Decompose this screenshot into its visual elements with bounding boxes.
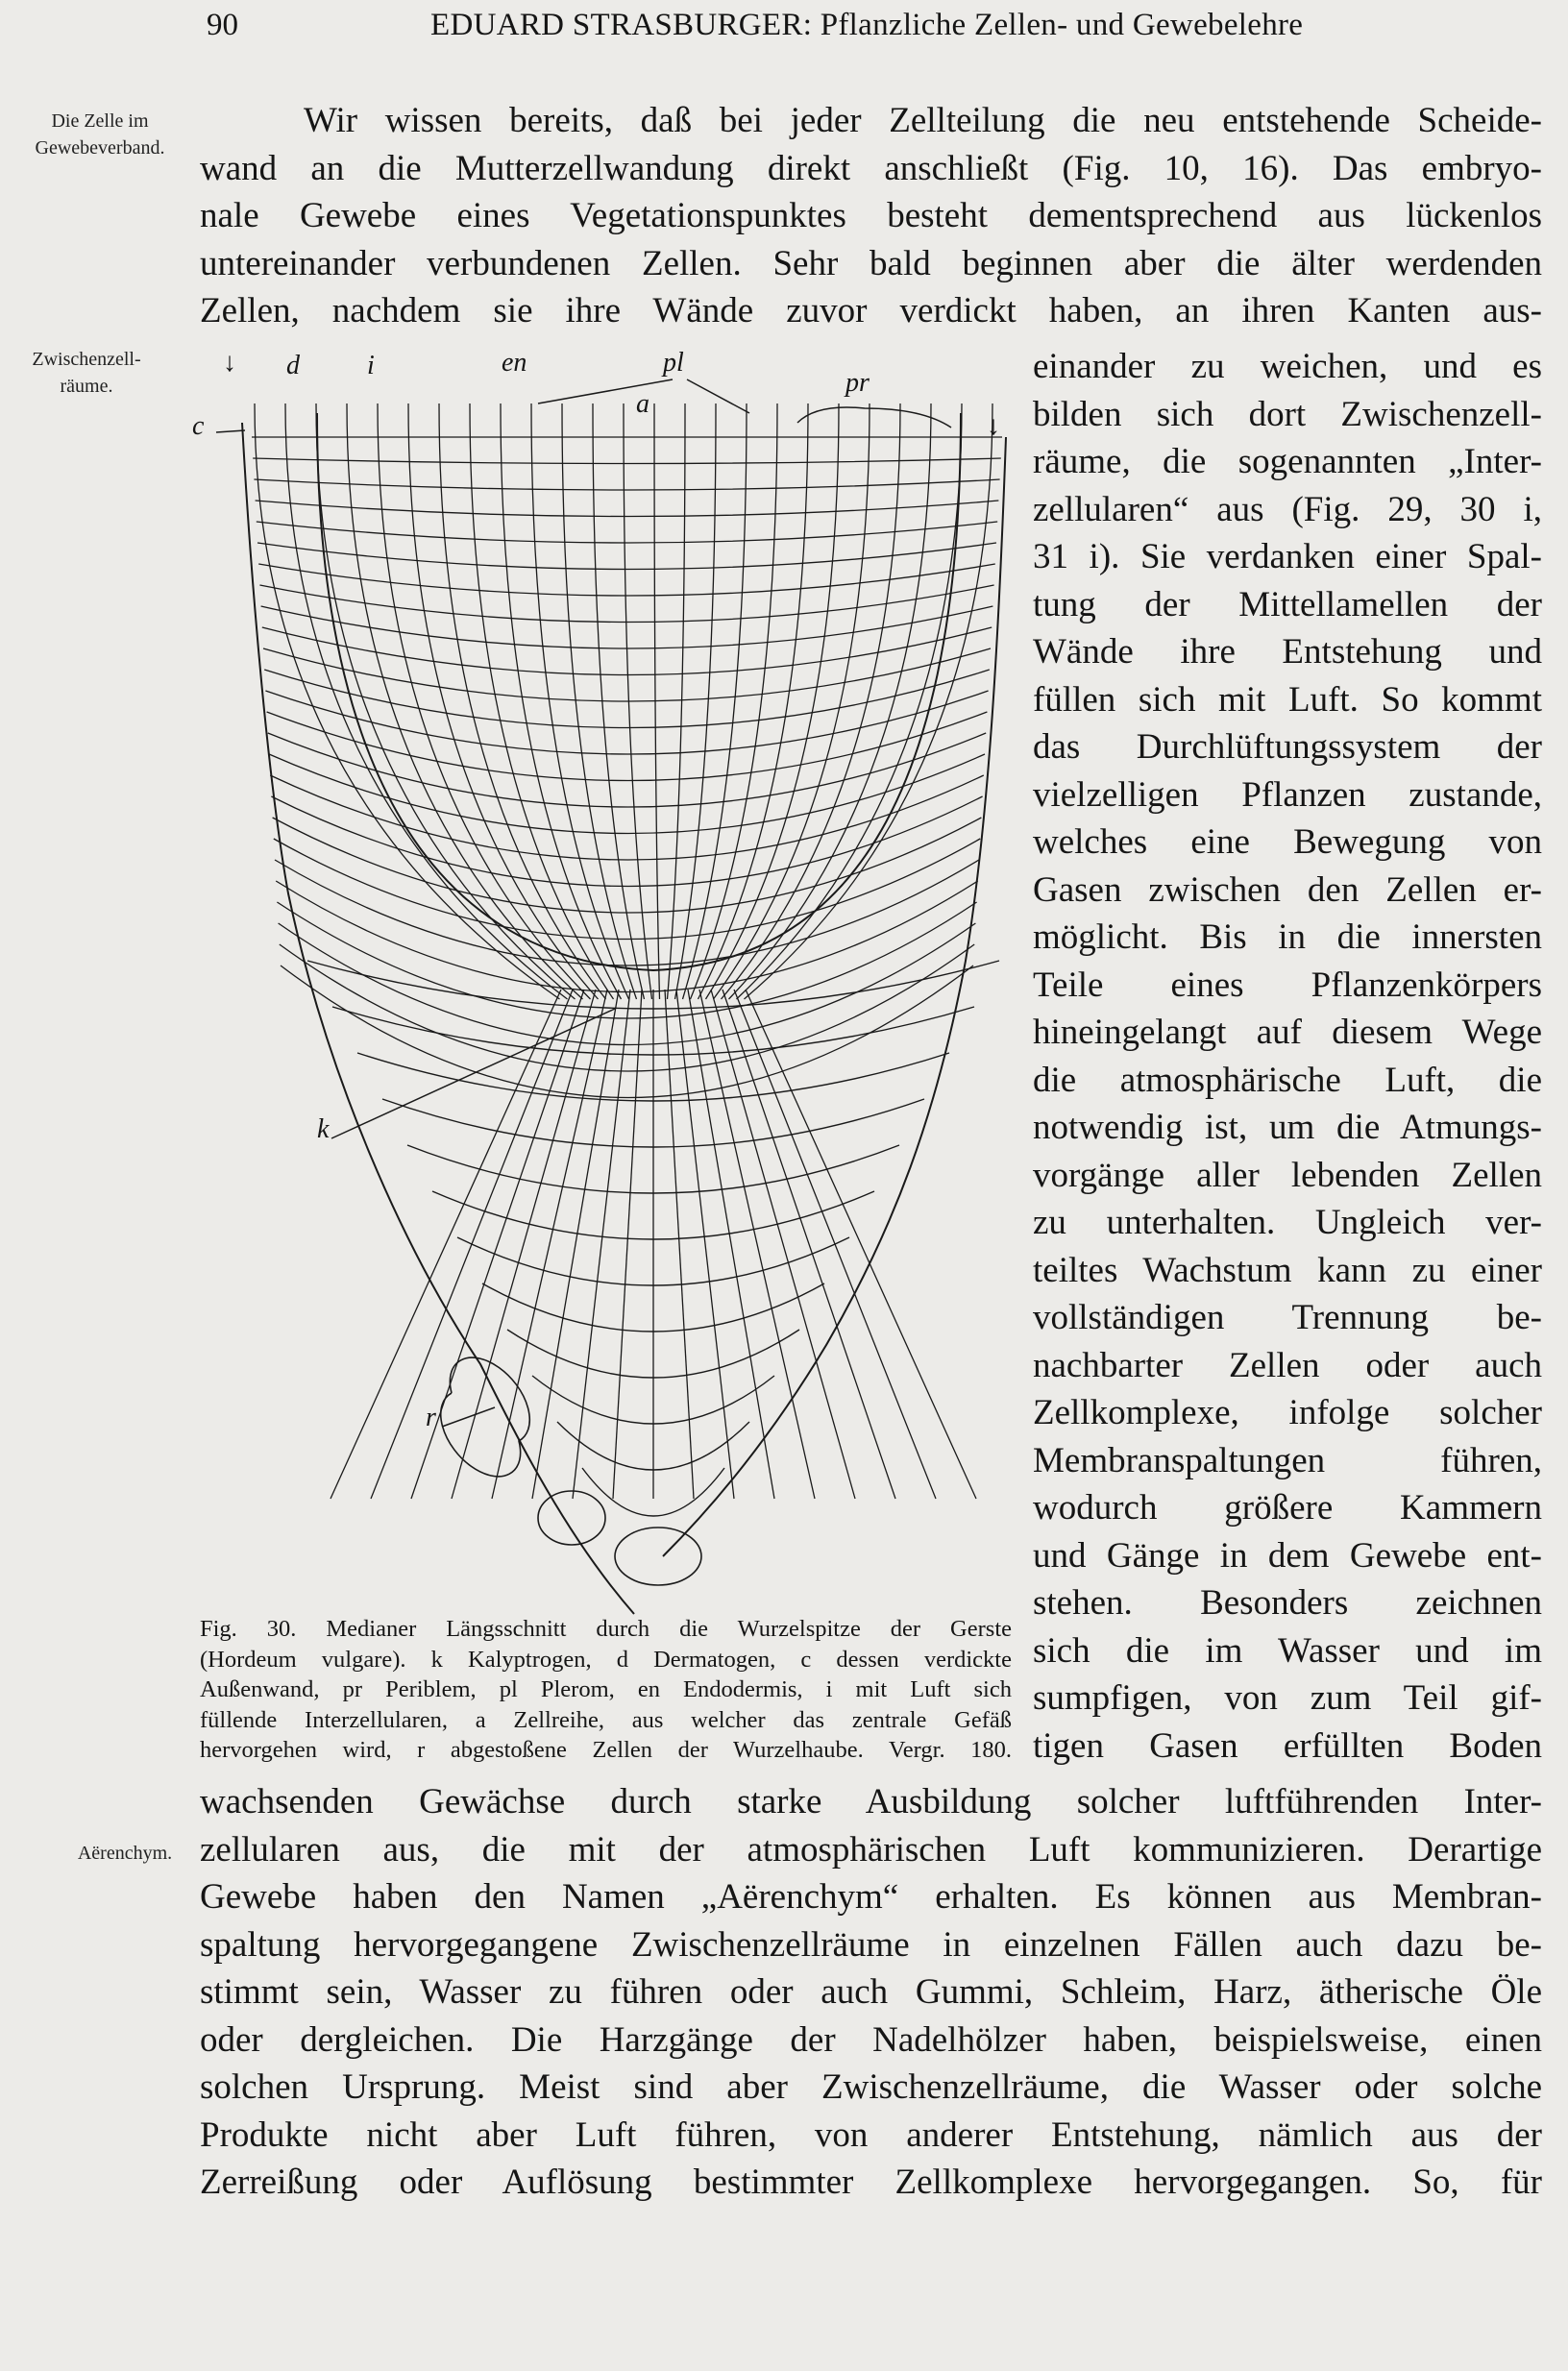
cell-wall-arc — [254, 479, 999, 490]
text-line: wand an die Mutterzellwandung direkt anschließt (Fig. 10, 16). Das embryo- — [200, 148, 1542, 188]
cell-wall-file — [691, 403, 778, 999]
cap-cell-file — [532, 990, 619, 1499]
text-line: Gewebe haben den Namen „Aërenchym“ erhalten. Es können aus Membran- — [200, 1877, 1542, 1917]
cell-wall-file — [668, 403, 686, 999]
cap-cell-file — [573, 990, 630, 1499]
margin-note-line: Die Zelle im — [51, 110, 149, 132]
arrow-icon: ↓ — [223, 348, 236, 378]
cap-cell-file — [688, 990, 774, 1499]
text-line: welches eine Bewegung von — [1033, 822, 1542, 862]
text-line: Wände ihre Entstehung und — [1033, 632, 1542, 672]
cell-wall-arc — [276, 881, 978, 992]
cell-wall-file — [316, 403, 576, 999]
text-line: die atmosphärische Luft, die — [1033, 1060, 1542, 1100]
figure-label-d: d — [286, 351, 300, 380]
text-line: füllende Interzellularen, a Zellreihe, aus welcher das zentrale Gefäß — [200, 1706, 1012, 1733]
text-line: stehen. Besonders zeichnen — [1033, 1583, 1542, 1623]
text-line: Außenwand, pr Periblem, pl Plerom, en Endodermis, i mit Luft sich — [200, 1676, 1012, 1702]
cap-cell-file — [676, 990, 734, 1499]
text-line: 31 i). Sie verdanken einer Spal- — [1033, 537, 1542, 576]
text-line: zellularen“ aus (Fig. 29, 30 i, — [1033, 489, 1542, 529]
text-line: wachsenden Gewächse durch starke Ausbildung solcher luftführenden Inter- — [200, 1782, 1542, 1821]
text-line: räume, die sogenannten „Inter- — [1033, 442, 1542, 481]
cell-wall-arc — [257, 522, 997, 543]
text-line: wodurch größere Kammern — [1033, 1488, 1542, 1528]
sloughed-cell — [615, 1528, 701, 1585]
figure-label-a: a — [636, 389, 649, 419]
arrow-icon: ↓ — [987, 411, 1000, 441]
bracket-pr — [797, 407, 951, 428]
cell-wall-arc — [277, 902, 976, 1018]
text-line: hervorgehen wird, r abgestoßene Zellen der Wurzelhaube. Vergr. 180. — [200, 1737, 1012, 1763]
text-line: bilden sich dort Zwischenzell- — [1033, 394, 1542, 434]
cell-wall-arc — [253, 458, 1001, 464]
cell-wall-arc — [273, 818, 982, 913]
text-line: tung der Mittellamellen der — [1033, 584, 1542, 624]
figure-label-k: k — [317, 1114, 330, 1144]
figure-label-c: c — [192, 411, 205, 441]
cell-wall-arc — [279, 923, 976, 1045]
text-line: vielzelligen Pflanzen zustande, — [1033, 774, 1542, 815]
root-outline-left — [242, 423, 634, 1614]
text-line: solchen Ursprung. Meist sind aber Zwischenzellräume, die Wasser oder solche — [200, 2067, 1542, 2107]
text-line: Wir wissen bereits, daß bei jeder Zellteilung die neu entstehende Scheide- — [304, 101, 1542, 140]
text-line: Teile eines Pflanzenkörpers — [1033, 965, 1542, 1005]
margin-note-line: Gewebeverband. — [35, 137, 165, 159]
text-line: Zerreißung oder Auflösung bestimmter Zellkomplexe hervorgegangen. So, für — [200, 2163, 1542, 2202]
page-number: 90 — [207, 8, 238, 42]
text-line: zellularen aus, die mit der atmosphärischen Luft kommunizieren. Derartige — [200, 1829, 1542, 1870]
cell-wall-arc — [264, 670, 990, 728]
text-line: sumpfigen, von zum Teil gif- — [1033, 1678, 1542, 1718]
text-line: tigen Gasen erfüllten Boden — [1033, 1725, 1542, 1766]
margin-note-aerenchym — [48, 1840, 202, 1867]
paragraph-bottom — [200, 1778, 1542, 2207]
text-line: möglicht. Bis in die innersten — [1033, 917, 1542, 957]
figure-label-pr: pr — [845, 368, 870, 398]
cap-cell-file — [492, 990, 607, 1499]
text-line: teiltes Wachstum kann zu einer — [1033, 1250, 1542, 1290]
text-line: einander zu weichen, und es — [1033, 347, 1542, 386]
text-line: untereinander verbundenen Zellen. Sehr bald beginnen aber die älter werdenden — [200, 243, 1542, 283]
text-line: nachbarter Zellen oder auch — [1033, 1345, 1542, 1385]
text-line: zu unterhalten. Ungleich ver- — [1033, 1203, 1542, 1242]
text-line: Fig. 30. Medianer Längsschnitt durch die Wurzelspitze der Gerste — [200, 1616, 1012, 1642]
figure-caption — [200, 1614, 1012, 1766]
text-line: und Gänge in dem Gewebe ent- — [1033, 1535, 1542, 1576]
text-line: vorgänge aller lebenden Zellen — [1033, 1155, 1542, 1195]
sloughed-cell — [538, 1491, 605, 1545]
cell-wall-file — [729, 403, 932, 999]
leader-line-c — [216, 430, 245, 432]
text-line: vollständigen Trennung be- — [1033, 1298, 1542, 1337]
text-line: füllen sich mit Luft. So kommt — [1033, 679, 1542, 720]
text-line: Produkte nicht aber Luft führen, von anderer Entstehung, nämlich aus der — [200, 2114, 1542, 2155]
cell-wall-arc — [269, 754, 985, 834]
text-line: das Durchlüftungssystem der — [1033, 727, 1542, 767]
text-line: oder dergleichen. Die Harzgänge der Nadelhölzer haben, beispielsweise, einen — [200, 2019, 1542, 2060]
leader-line-r — [442, 1407, 495, 1427]
cell-wall-arc — [280, 944, 974, 1071]
leader-line-pl — [687, 379, 749, 413]
figure-label-pl: pl — [663, 348, 684, 378]
cell-wall-arc — [274, 839, 980, 940]
cap-cell-file — [331, 990, 561, 1499]
text-line: spaltung hervorgegangene Zwischenzellräume in einzelnen Fällen auch dazu be- — [200, 1924, 1542, 1965]
text-line: hineingelangt auf diesem Wege — [1033, 1013, 1542, 1052]
figure-label-en: en — [502, 348, 527, 378]
text-line: Gasen zwischen den Zellen er- — [1033, 869, 1542, 910]
text-line: Zellkomplexe, infolge solcher — [1033, 1393, 1542, 1432]
text-line: nale Gewebe eines Vegetationspunktes besteht dementsprechend aus lückenlos — [200, 196, 1542, 235]
leader-line-pl — [538, 379, 673, 403]
text-line: sich die im Wasser und im — [1033, 1630, 1542, 1671]
margin-note-line: räume. — [60, 376, 113, 397]
text-line: (Hordeum vulgare). k Kalyptrogen, d Dermatogen, c dessen verdickte — [200, 1646, 1012, 1673]
text-line: notwendig ist, um die Atmungs- — [1033, 1108, 1542, 1147]
cell-wall-arc — [257, 543, 996, 570]
text-line: Zellen, nachdem sie ihre Wände zuvor verdickt haben, an ihren Kanten aus- — [200, 291, 1542, 330]
cell-wall-file — [255, 403, 560, 999]
cell-wall-arc — [256, 501, 999, 517]
margin-note-line: Zwischenzell- — [32, 349, 141, 370]
margin-note-line: Aërenchym. — [77, 1843, 173, 1864]
figure-label-i: i — [367, 351, 375, 380]
text-line: Membranspaltungen führen, — [1033, 1440, 1542, 1480]
text-line: stimmt sein, Wasser zu führen oder auch Gummi, Schleim, Harz, ätherische Öle — [200, 1972, 1542, 2012]
cell-wall-file — [285, 403, 568, 999]
figure-label-r: r — [426, 1403, 436, 1432]
running-head: EDUARD STRASBURGER: Pflanzliche Zellen- und Gewebelehre — [430, 8, 1304, 42]
